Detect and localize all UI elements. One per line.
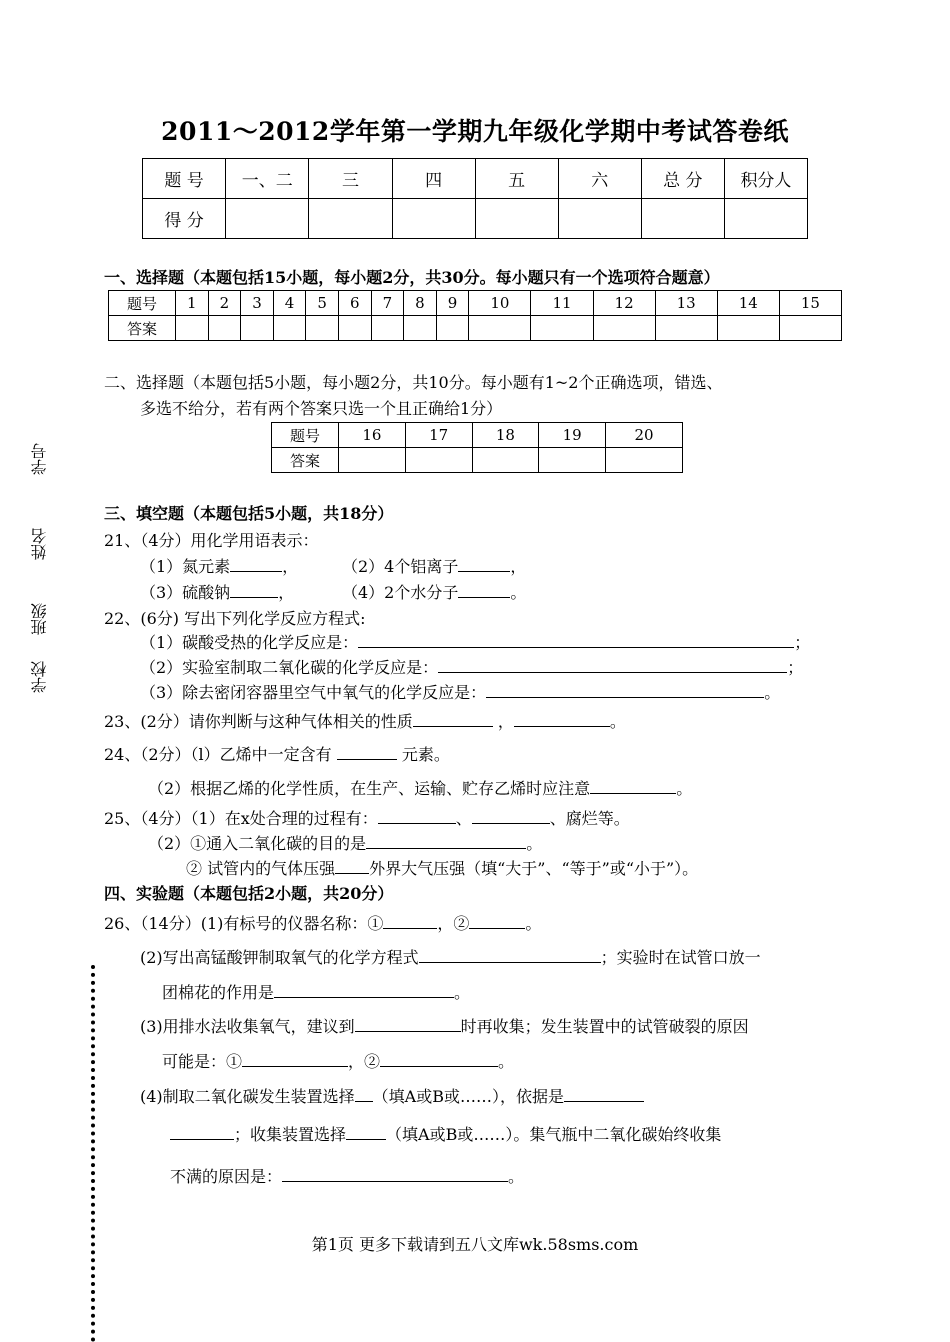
question-number: 18 — [472, 423, 539, 448]
q25-blank-2[interactable] — [472, 807, 550, 824]
score-header-cell: 总 分 — [641, 159, 724, 199]
question-number: 4 — [273, 291, 306, 316]
question-number: 2 — [208, 291, 241, 316]
q24-blank[interactable] — [337, 743, 397, 760]
answer-cell[interactable] — [405, 448, 472, 473]
q25-3-label: ② 试管内的气体压强 — [186, 859, 336, 878]
q25-3-end: 外界大气压强（填“大于”、“等于”或“小于”）。 — [369, 859, 699, 878]
q26-1-sep: ，② — [437, 914, 470, 933]
q26-3c — [162, 1049, 514, 1072]
punct: ， — [282, 557, 299, 576]
q26-1-label: 26、（14分）(1)有标号的仪器名称：① — [104, 914, 384, 933]
punct: 。 — [454, 983, 471, 1002]
punct: 。 — [764, 683, 781, 702]
punct: 。 — [609, 712, 626, 731]
punct: ， — [497, 712, 514, 731]
section4-heading: 四、实验题（本题包括2小题，共20分） — [104, 884, 394, 903]
score-row-label: 得 分 — [143, 199, 226, 239]
q22-2 — [140, 655, 803, 678]
question-number: 7 — [371, 291, 404, 316]
question-number: 3 — [241, 291, 274, 316]
binding-dotted-line — [91, 965, 95, 1342]
score-cell[interactable] — [226, 199, 309, 239]
q22-3-label: （3）除去密闭容器里空气中氧气的化学反应是： — [140, 683, 487, 702]
q22-1-label: （1）碳酸受热的化学反应是： — [140, 633, 359, 652]
score-header-cell: 五 — [475, 159, 558, 199]
q25-2 — [148, 831, 542, 854]
punct: 。 — [526, 834, 543, 853]
answer-cell[interactable] — [531, 316, 593, 341]
q24-2-blank[interactable] — [590, 777, 676, 794]
section1-answer-row — [109, 316, 842, 341]
section1-heading: 一、选择题（本题包括15小题，每小题2分，共30分。每小题只有一个选项符合题意） — [104, 268, 720, 287]
q26-2-blank[interactable] — [419, 946, 601, 963]
q26-4c-blank-1[interactable] — [170, 1123, 234, 1140]
q26-3-cont: 时再收集；发生装置中的试管破裂的原因 — [460, 1017, 749, 1036]
q26-4c-label: ；收集装置选择 — [234, 1125, 347, 1144]
section2-row-label: 题号 — [272, 423, 339, 448]
score-table — [142, 158, 808, 239]
q26-4e-label: 不满的原因是： — [170, 1167, 283, 1186]
section2-answer-table — [271, 422, 683, 473]
question-number: 5 — [306, 291, 339, 316]
q26-3c-sep: ，② — [348, 1052, 381, 1071]
section1-row-label: 题号 — [109, 291, 176, 316]
q24-label: 24、（2分）（l）乙烯中一定含有 — [104, 745, 332, 764]
q22-1 — [140, 630, 810, 653]
q21-2-blank[interactable] — [458, 555, 510, 572]
score-header-row — [143, 159, 808, 199]
side-label-class: 班级 — [30, 603, 49, 635]
q26-3 — [140, 1014, 749, 1037]
answer-cell[interactable] — [655, 316, 717, 341]
score-cell[interactable] — [558, 199, 641, 239]
q26-2c — [162, 980, 470, 1003]
punct: 。 — [498, 1052, 515, 1071]
question-number: 16 — [339, 423, 406, 448]
q26-2c-label: 团棉花的作用是 — [162, 983, 275, 1002]
q26-4c-blank-2[interactable] — [346, 1123, 386, 1140]
score-cell[interactable] — [475, 199, 558, 239]
question-number: 13 — [655, 291, 717, 316]
score-header-cell: 三 — [309, 159, 392, 199]
q25-3-blank[interactable] — [335, 857, 369, 874]
q21-3-blank[interactable] — [230, 581, 278, 598]
question-number: 12 — [593, 291, 655, 316]
q26-4 — [140, 1084, 644, 1107]
side-label-name: 姓名 — [30, 528, 49, 560]
q25-end: 、腐烂等。 — [549, 809, 630, 828]
score-cell[interactable] — [641, 199, 724, 239]
q26-1 — [104, 911, 541, 934]
q21-4-label: （4）2个水分子 — [342, 583, 459, 602]
question-number: 8 — [404, 291, 437, 316]
q26-4c-cont: （填A或B或……）。集气瓶中二氧化碳始终收集 — [386, 1125, 722, 1144]
q26-3c-blank-2[interactable] — [380, 1050, 498, 1067]
q26-2 — [140, 945, 761, 968]
q23 — [104, 709, 626, 732]
q21-1-blank[interactable] — [230, 555, 282, 572]
answer-cell[interactable] — [273, 316, 306, 341]
answer-cell[interactable] — [717, 316, 779, 341]
answer-cell[interactable] — [606, 448, 683, 473]
score-header-cell: 一、二 — [226, 159, 309, 199]
q26-4-cont: （填A或B或……），依据是 — [372, 1087, 564, 1106]
q26-3-blank[interactable] — [355, 1015, 461, 1032]
q24-2 — [148, 776, 692, 799]
answer-cell[interactable] — [338, 316, 371, 341]
section2-number-row — [272, 423, 683, 448]
q26-4-label: (4)制取二氧化碳发生装置选择 — [140, 1087, 355, 1106]
q25 — [104, 806, 630, 829]
q21-row1b — [342, 554, 526, 577]
punct: ； — [787, 658, 804, 677]
section1-number-row — [109, 291, 842, 316]
q26-3c-label: 可能是：① — [162, 1052, 243, 1071]
question-number: 1 — [176, 291, 209, 316]
q21-1-label: （1）氮元素 — [140, 557, 231, 576]
answer-cell[interactable] — [472, 448, 539, 473]
q22-1-blank[interactable] — [358, 631, 794, 648]
q21-stem: 21、（4分）用化学用语表示： — [104, 531, 319, 550]
q26-3-label: (3)用排水法收集氧气，建议到 — [140, 1017, 355, 1036]
question-number: 15 — [779, 291, 841, 316]
q25-2-blank[interactable] — [366, 832, 526, 849]
score-header-cell: 积分人 — [724, 159, 807, 199]
score-header-cell: 四 — [392, 159, 475, 199]
punct: ； — [794, 633, 811, 652]
section3-heading: 三、填空题（本题包括5小题，共18分） — [104, 504, 394, 523]
question-number: 11 — [531, 291, 593, 316]
answer-cell[interactable] — [241, 316, 274, 341]
punct: ， — [510, 557, 527, 576]
answer-cell[interactable] — [779, 316, 841, 341]
q24 — [104, 742, 450, 765]
answer-cell[interactable] — [208, 316, 241, 341]
answer-cell[interactable] — [371, 316, 404, 341]
q23-label: 23、(2分）请你判断与这种气体相关的性质 — [104, 712, 413, 731]
score-header-cell: 题 号 — [143, 159, 226, 199]
score-cell[interactable] — [309, 199, 392, 239]
section1-answer-table — [108, 290, 842, 341]
q23-blank-1[interactable] — [413, 710, 493, 727]
answer-cell[interactable] — [469, 316, 531, 341]
q22-3 — [140, 680, 780, 703]
q26-2-label: (2)写出高锰酸钾制取氧气的化学方程式 — [140, 948, 419, 967]
answer-cell[interactable] — [176, 316, 209, 341]
q21-row2b — [342, 580, 526, 603]
score-cell[interactable] — [724, 199, 807, 239]
q22-2-label: （2）实验室制取二氧化碳的化学反应是： — [140, 658, 439, 677]
q22-2-blank[interactable] — [438, 656, 787, 673]
q26-4-blank-1[interactable] — [355, 1085, 373, 1102]
punct: 。 — [676, 779, 693, 798]
section2-answer-row — [272, 448, 683, 473]
q26-3c-blank-1[interactable] — [242, 1050, 348, 1067]
q25-sep: 、 — [455, 809, 472, 828]
q25-blank-1[interactable] — [378, 807, 456, 824]
q21-2-label: （2）4个铝离子 — [342, 557, 459, 576]
q22-stem: 22、(6分) 写出下列化学反应方程式: — [104, 609, 366, 628]
page-title: 2011～2012学年第一学期九年级化学期中考试答卷纸 — [161, 117, 789, 146]
score-cell[interactable] — [392, 199, 475, 239]
answer-cell[interactable] — [404, 316, 437, 341]
page-footer: 第1页 更多下载请到五八文库wk.58sms.com — [311, 1235, 639, 1254]
q21-row2 — [140, 580, 294, 603]
punct: 。 — [510, 583, 527, 602]
q24-2-label: （2）根据乙烯的化学性质，在生产、运输、贮存乙烯时应注意 — [148, 779, 591, 798]
score-header-cell: 六 — [558, 159, 641, 199]
q24-end: 元素。 — [401, 745, 450, 764]
question-number: 14 — [717, 291, 779, 316]
section2-row-label: 答案 — [272, 448, 339, 473]
q22-3-blank[interactable] — [486, 681, 764, 698]
q25-2-label: （2）①通入二氧化碳的目的是 — [148, 834, 367, 853]
q26-4e — [170, 1164, 524, 1187]
q26-4c — [170, 1122, 721, 1145]
section2-instructions-line1: 二、选择题（本题包括5小题，每小题2分，共10分。每小题有1~2个正确选项，错选、 — [104, 373, 723, 392]
section2-instructions-line2: 多选不给分，若有两个答案只选一个且正确给1分） — [140, 399, 503, 418]
section1-row-label: 答案 — [109, 316, 176, 341]
q26-2-cont: ；实验时在试管口放一 — [600, 948, 761, 967]
question-number: 20 — [606, 423, 683, 448]
side-label-number: 学号 — [30, 443, 49, 475]
answer-cell[interactable] — [593, 316, 655, 341]
question-number: 17 — [405, 423, 472, 448]
q21-4-blank[interactable] — [458, 581, 510, 598]
answer-cell[interactable] — [339, 448, 406, 473]
q23-blank-2[interactable] — [514, 710, 610, 727]
answer-cell[interactable] — [539, 448, 606, 473]
q26-4-blank-2[interactable] — [564, 1085, 644, 1102]
question-number: 19 — [539, 423, 606, 448]
q26-4e-blank[interactable] — [282, 1165, 508, 1182]
question-number: 9 — [436, 291, 469, 316]
answer-cell[interactable] — [436, 316, 469, 341]
punct: ， — [278, 583, 295, 602]
q21-row1 — [140, 554, 298, 577]
answer-cell[interactable] — [306, 316, 339, 341]
side-label-school: 学校 — [30, 661, 49, 693]
q26-1-blank-1[interactable] — [383, 912, 437, 929]
question-number: 10 — [469, 291, 531, 316]
q26-1-blank-2[interactable] — [469, 912, 525, 929]
question-number: 6 — [338, 291, 371, 316]
q25-label: 25、（4分）（1）在x处合理的过程有： — [104, 809, 378, 828]
punct: 。 — [525, 914, 542, 933]
punct: 。 — [508, 1167, 525, 1186]
score-value-row — [143, 199, 808, 239]
q25-3 — [186, 856, 698, 879]
q26-2c-blank[interactable] — [274, 981, 454, 998]
q21-3-label: （3）硫酸钠 — [140, 583, 231, 602]
